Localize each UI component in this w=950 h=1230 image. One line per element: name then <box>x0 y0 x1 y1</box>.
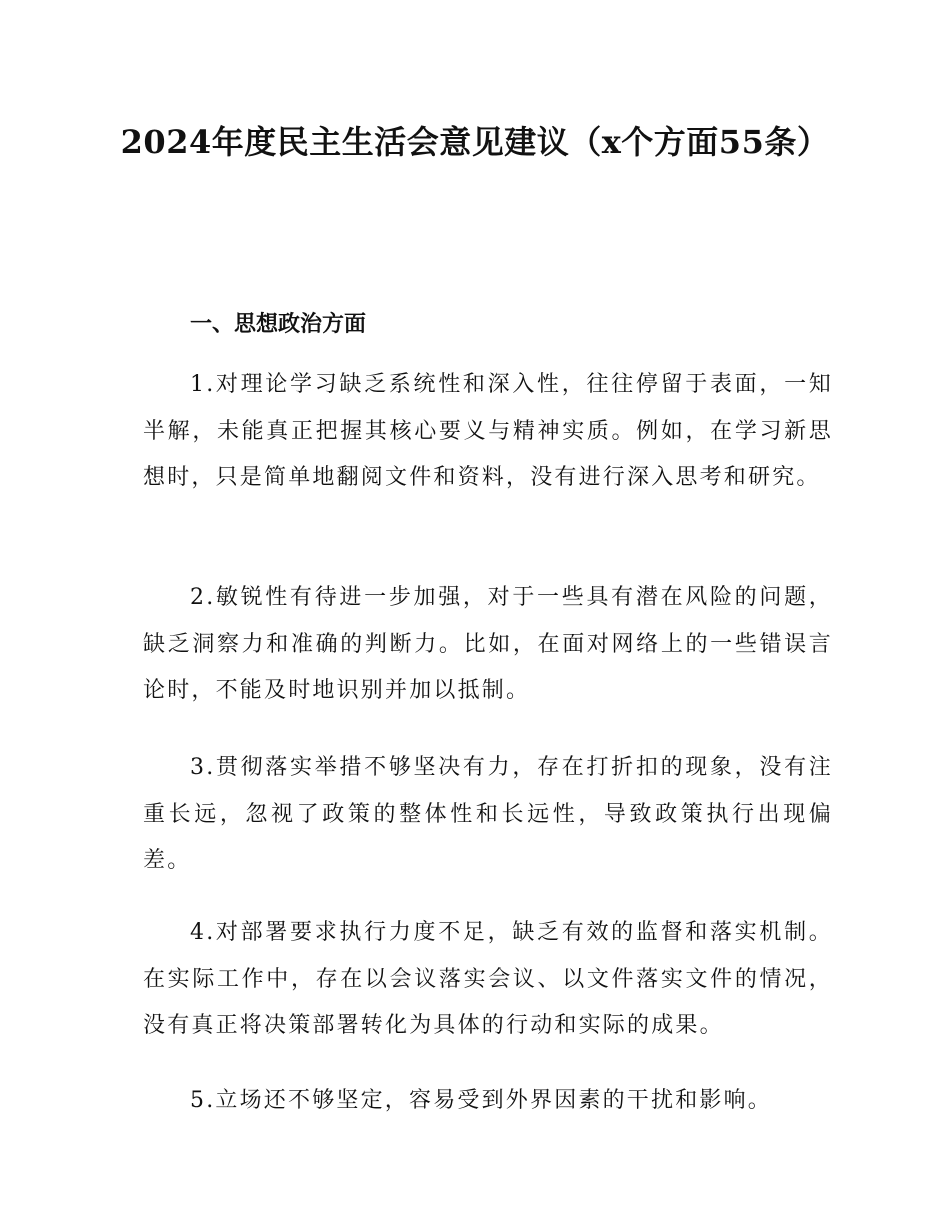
list-item: 5.立场还不够坚定，容易受到外界因素的干扰和影响。 <box>190 1088 772 1113</box>
list-item: 3.贯彻落实举措不够坚决有力，存在打折扣的现象，没有注重长远，忽视了政策的整体性和长远性，导致政策执行出现偏差。 <box>143 755 833 873</box>
list-item: 2.敏锐性有待进一步加强，对于一些具有潜在风险的问题，缺乏洞察力和准确的判断力。比如，在面对网络上的一些错误言论时，不能及时地识别并加以抵制。 <box>143 585 833 703</box>
list-item: 4.对部署要求执行力度不足，缺乏有效的监督和落实机制。在实际工作中，存在以会议落实会议、以文件落实文件的情况，没有真正将决策部署转化为具体的行动和实际的成果。 <box>143 920 833 1038</box>
list-item: 1.对理论学习缺乏系统性和深入性，往往停留于表面，一知半解，未能真正把握其核心要义与精神实质。例如，在学习新思想时，只是简单地翻阅文件和资料，没有进行深入思考和研究。 <box>143 372 833 490</box>
section-heading: 一、思想政治方面 <box>190 311 367 337</box>
document-title: 2024年度民主生活会意见建议（x个方面55条） <box>120 123 830 161</box>
